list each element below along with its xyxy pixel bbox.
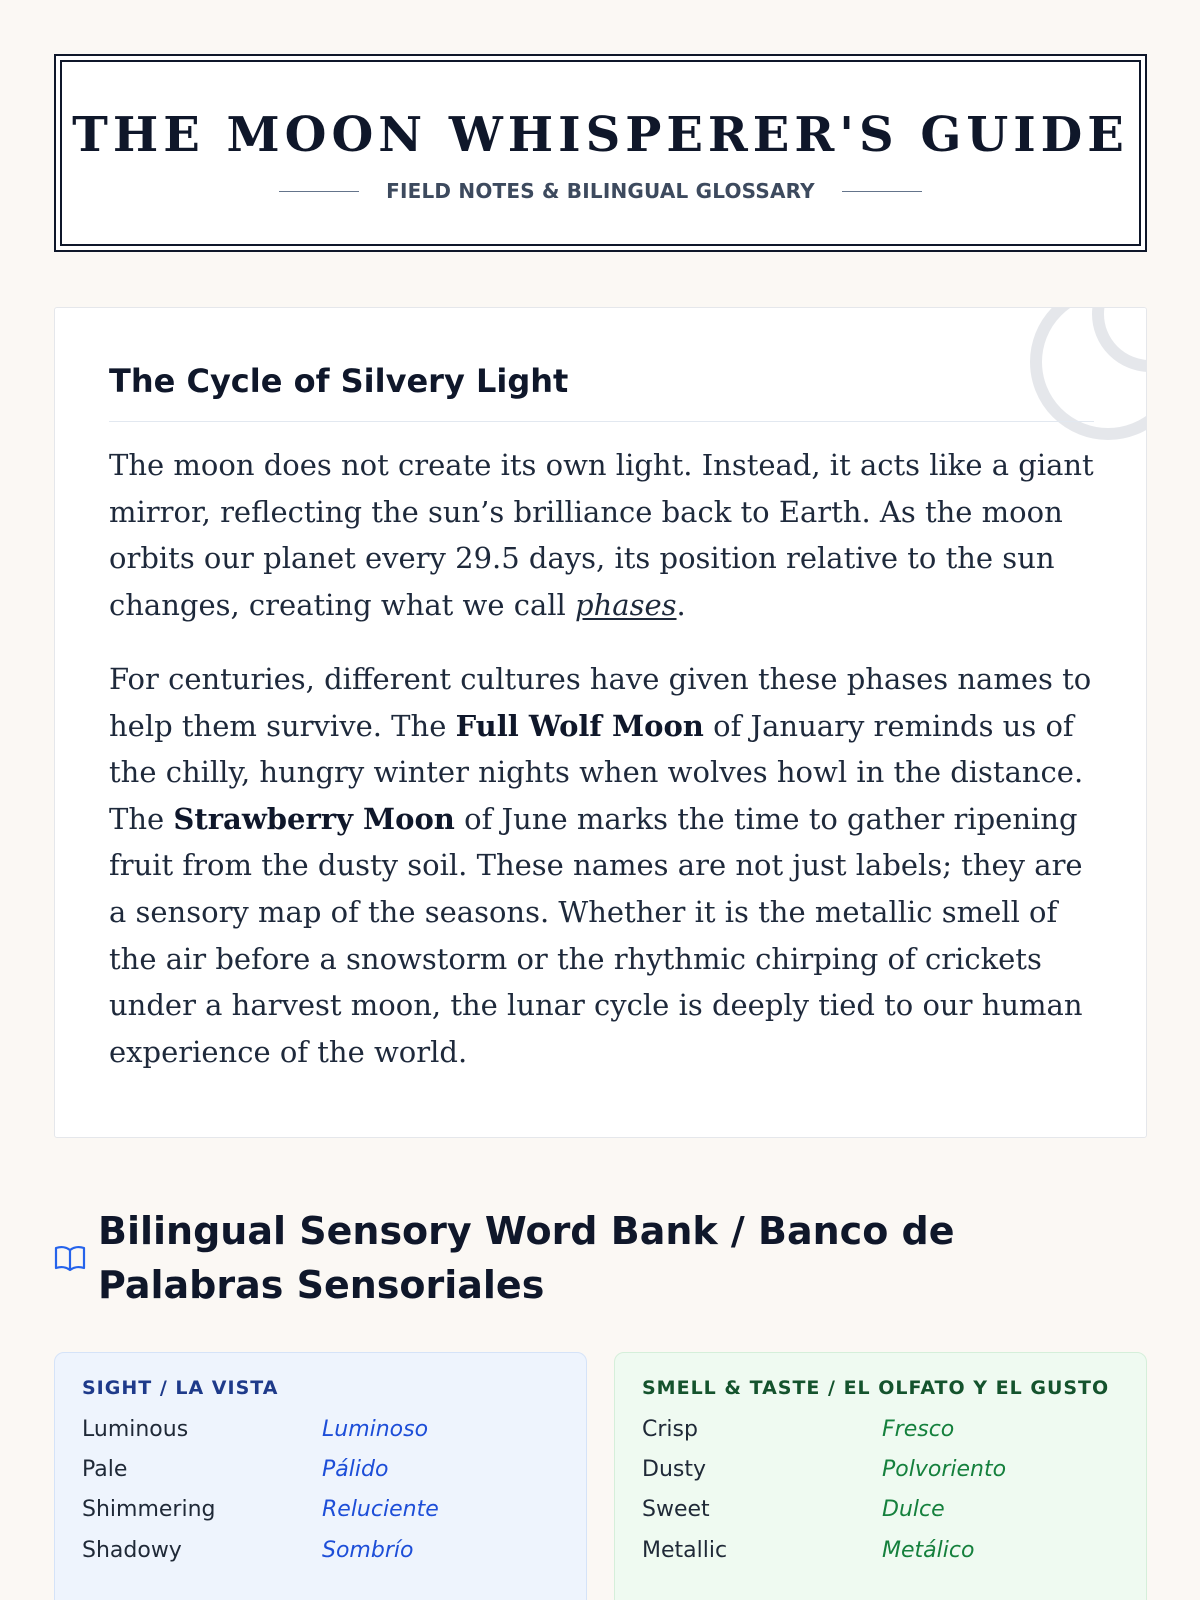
article-paragraph-1: [109, 442, 1109, 628]
header-inner-border: [60, 60, 1141, 246]
article-title: The Cycle of Silvery Light: [109, 362, 569, 400]
sight-card-title: SIGHT / LA VISTA: [82, 1377, 279, 1399]
p1-end: .: [676, 587, 686, 622]
word-english: Shimmering: [82, 1497, 216, 1523]
p2-text-c: of January reminds us of the chilly, hungry winter nights when wolves howl in the distance. The: [109, 708, 1084, 836]
word-spanish: Pálido: [322, 1456, 389, 1482]
word-spanish: Fresco: [882, 1416, 955, 1442]
word-english: Crisp: [642, 1416, 698, 1442]
p2-text-e: of June marks the time to gather ripening fruit from the dusty soil. These names are not just labels; they are a sensory map of the seasons. Whether it is the metallic smell of the air before a snowstorm or the rhythmic chirping of crickets under a harvest moon, the lunar cycle is deeply tied to our human experience of the world.: [109, 801, 1083, 1069]
page-header: [54, 54, 1147, 252]
word-spanish: Polvoriento: [882, 1456, 1007, 1482]
p2-text-a: For centuries, different cultures have given these phases names to help them survive. The: [109, 662, 1092, 743]
open-book-icon: [54, 1244, 86, 1272]
smell-card-title: SMELL & TASTE / EL OLFATO Y EL GUSTO: [642, 1377, 1110, 1399]
subtitle-row: [279, 179, 922, 203]
word-row: [642, 1530, 1119, 1570]
word-row: [642, 1409, 1119, 1449]
term-full-wolf-moon: Full Wolf Moon: [455, 708, 704, 743]
word-english: Shadowy: [82, 1537, 182, 1563]
crescent-moon-icon: [1000, 307, 1147, 454]
word-english: Dusty: [642, 1456, 706, 1482]
word-row: [82, 1409, 559, 1449]
word-row: [642, 1449, 1119, 1489]
article-divider: [109, 421, 1094, 422]
word-row: [82, 1449, 559, 1489]
subtitle-rule-left: [279, 191, 359, 192]
word-english: Metallic: [642, 1537, 728, 1563]
article-card: [54, 307, 1147, 1138]
subtitle-rule-right: [842, 191, 922, 192]
word-english: Pale: [82, 1456, 128, 1482]
word-spanish: Metálico: [882, 1537, 975, 1563]
word-spanish: Luminoso: [322, 1416, 429, 1442]
word-bank-heading: [54, 1204, 1154, 1312]
word-english: Luminous: [82, 1416, 189, 1442]
sight-word-card: [54, 1352, 587, 1600]
word-spanish: Dulce: [882, 1497, 945, 1523]
word-spanish: Sombrío: [322, 1537, 414, 1563]
word-row: [82, 1530, 559, 1570]
p1-text: The moon does not create its own light. Instead, it acts like a giant mirror, reflecting the sun’s brilliance back to Earth. As the moon orbits our planet every 29.5 days, its position relative to the sun changes, creating what we call: [109, 448, 1094, 622]
site-title: THE MOON WHISPERER'S GUIDE: [72, 107, 1129, 163]
article-paragraph-2: [109, 656, 1109, 1075]
word-spanish: Reluciente: [322, 1497, 439, 1523]
smell-taste-word-card: [614, 1352, 1147, 1600]
word-row: [642, 1490, 1119, 1530]
site-subtitle: FIELD NOTES & BILINGUAL GLOSSARY: [386, 179, 815, 203]
word-english: Sweet: [642, 1497, 710, 1523]
word-row: [82, 1490, 559, 1530]
term-strawberry-moon: Strawberry Moon: [173, 801, 455, 836]
word-bank-title: Bilingual Sensory Word Bank / Banco de Palabras Sensoriales: [98, 1209, 955, 1307]
term-phases: phases: [575, 587, 677, 622]
